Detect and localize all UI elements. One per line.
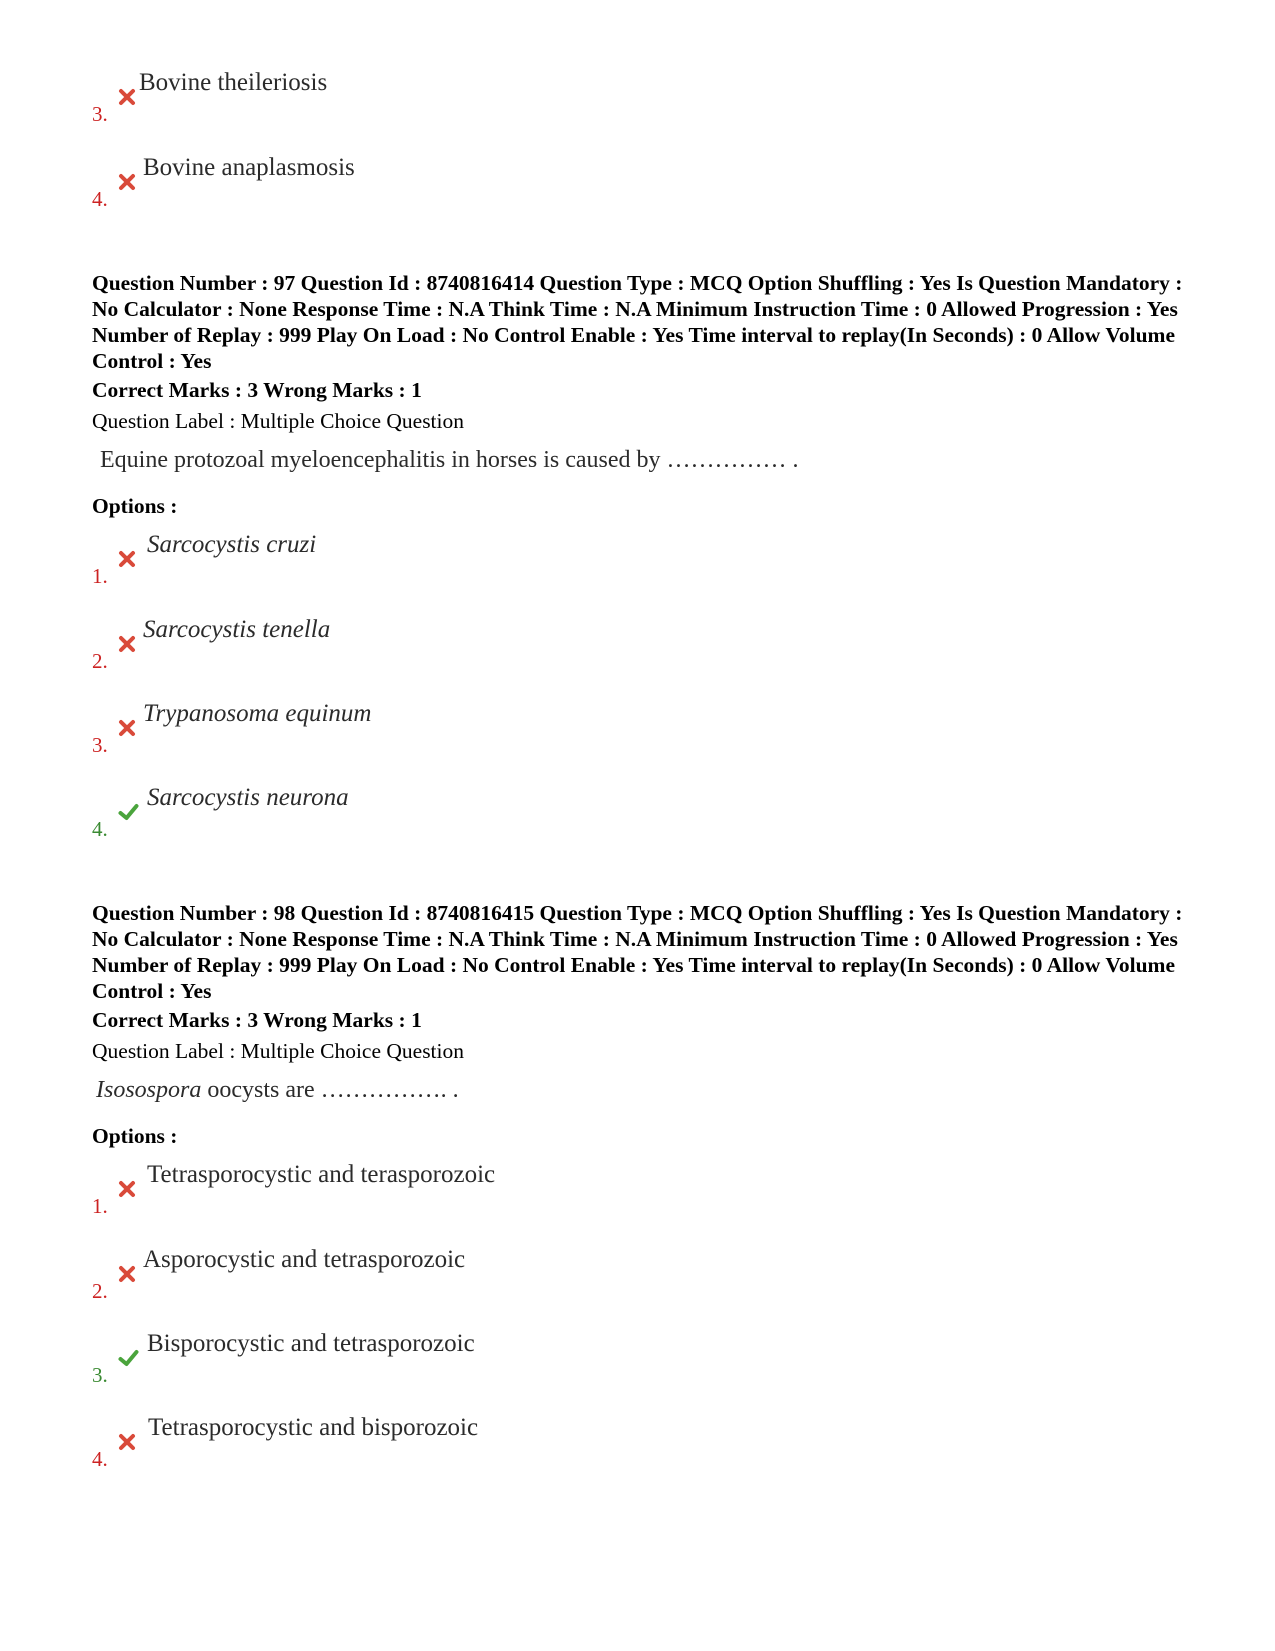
option-number: 3. — [92, 1363, 108, 1387]
option-text: Bovine theileriosis — [139, 69, 328, 96]
cross-icon — [118, 1180, 136, 1198]
option-number: 2. — [92, 649, 108, 673]
cross-icon — [118, 550, 136, 568]
option-text: Asporocystic and tetrasporozoic — [143, 1246, 466, 1273]
option-number: 4. — [92, 1447, 108, 1471]
option-text: Bisporocystic and tetrasporozoic — [147, 1330, 475, 1357]
question-text-body: oocysts are ……………. . — [201, 1077, 459, 1103]
option-number: 3. — [92, 733, 108, 757]
question-text — [96, 1075, 459, 1105]
question-marks: Correct Marks : 3 Wrong Marks : 1 — [92, 378, 422, 402]
option-number: 2. — [92, 1279, 108, 1303]
question-meta: Question Number : 97 Question Id : 8740816414 Question Type : MCQ Option Shuffling : Yes Is Question Mandatory : No Calculator : None Response Time : N.A Think Time : N.A Minimum Instruction Time : 0 Allowed Progression : Yes Number of Replay : 999 Play On Load : No Control Enable : Yes Time interval to replay(In Seconds) : 0 Allow Volume Control : Yes — [92, 271, 1183, 373]
cross-icon — [118, 1433, 136, 1451]
option-text: Sarcocystis neurona — [147, 784, 349, 811]
question-marks: Correct Marks : 3 Wrong Marks : 1 — [92, 1008, 422, 1032]
question-text-italic: Isosospora — [96, 1077, 202, 1103]
cross-icon — [118, 1265, 136, 1283]
option-number: 1. — [92, 1194, 108, 1218]
question-text — [100, 445, 799, 475]
cross-icon — [118, 635, 136, 653]
option-text: Tetrasporocystic and bisporozoic — [148, 1414, 479, 1441]
option-text: Bovine anaplasmosis — [143, 154, 355, 181]
option-text: Sarcocystis tenella — [143, 616, 331, 643]
checkmark-icon — [118, 803, 139, 821]
question-text-body: Equine protozoal myeloencephalitis in horses is caused by …………… . — [100, 447, 799, 473]
cross-icon — [118, 173, 136, 191]
option-number: 4. — [92, 817, 108, 841]
options-heading: Options : — [92, 494, 178, 518]
cross-icon — [118, 719, 136, 737]
option-text: Trypanosoma equinum — [143, 700, 372, 727]
options-heading: Options : — [92, 1124, 178, 1148]
option-text: Sarcocystis cruzi — [147, 531, 317, 558]
option-number: 4. — [92, 187, 108, 211]
question-meta: Question Number : 98 Question Id : 8740816415 Question Type : MCQ Option Shuffling : Yes Is Question Mandatory : No Calculator : None Response Time : N.A Think Time : N.A Minimum Instruction Time : 0 Allowed Progression : Yes Number of Replay : 999 Play On Load : No Control Enable : Yes Time interval to replay(In Seconds) : 0 Allow Volume Control : Yes — [92, 901, 1183, 1003]
option-number: 1. — [92, 564, 108, 588]
question-label: Question Label : Multiple Choice Question — [92, 409, 465, 433]
checkmark-icon — [118, 1349, 139, 1367]
option-number: 3. — [92, 102, 108, 126]
question-label: Question Label : Multiple Choice Question — [92, 1039, 465, 1063]
option-text: Tetrasporocystic and terasporozoic — [147, 1161, 496, 1188]
cross-icon — [118, 88, 136, 106]
